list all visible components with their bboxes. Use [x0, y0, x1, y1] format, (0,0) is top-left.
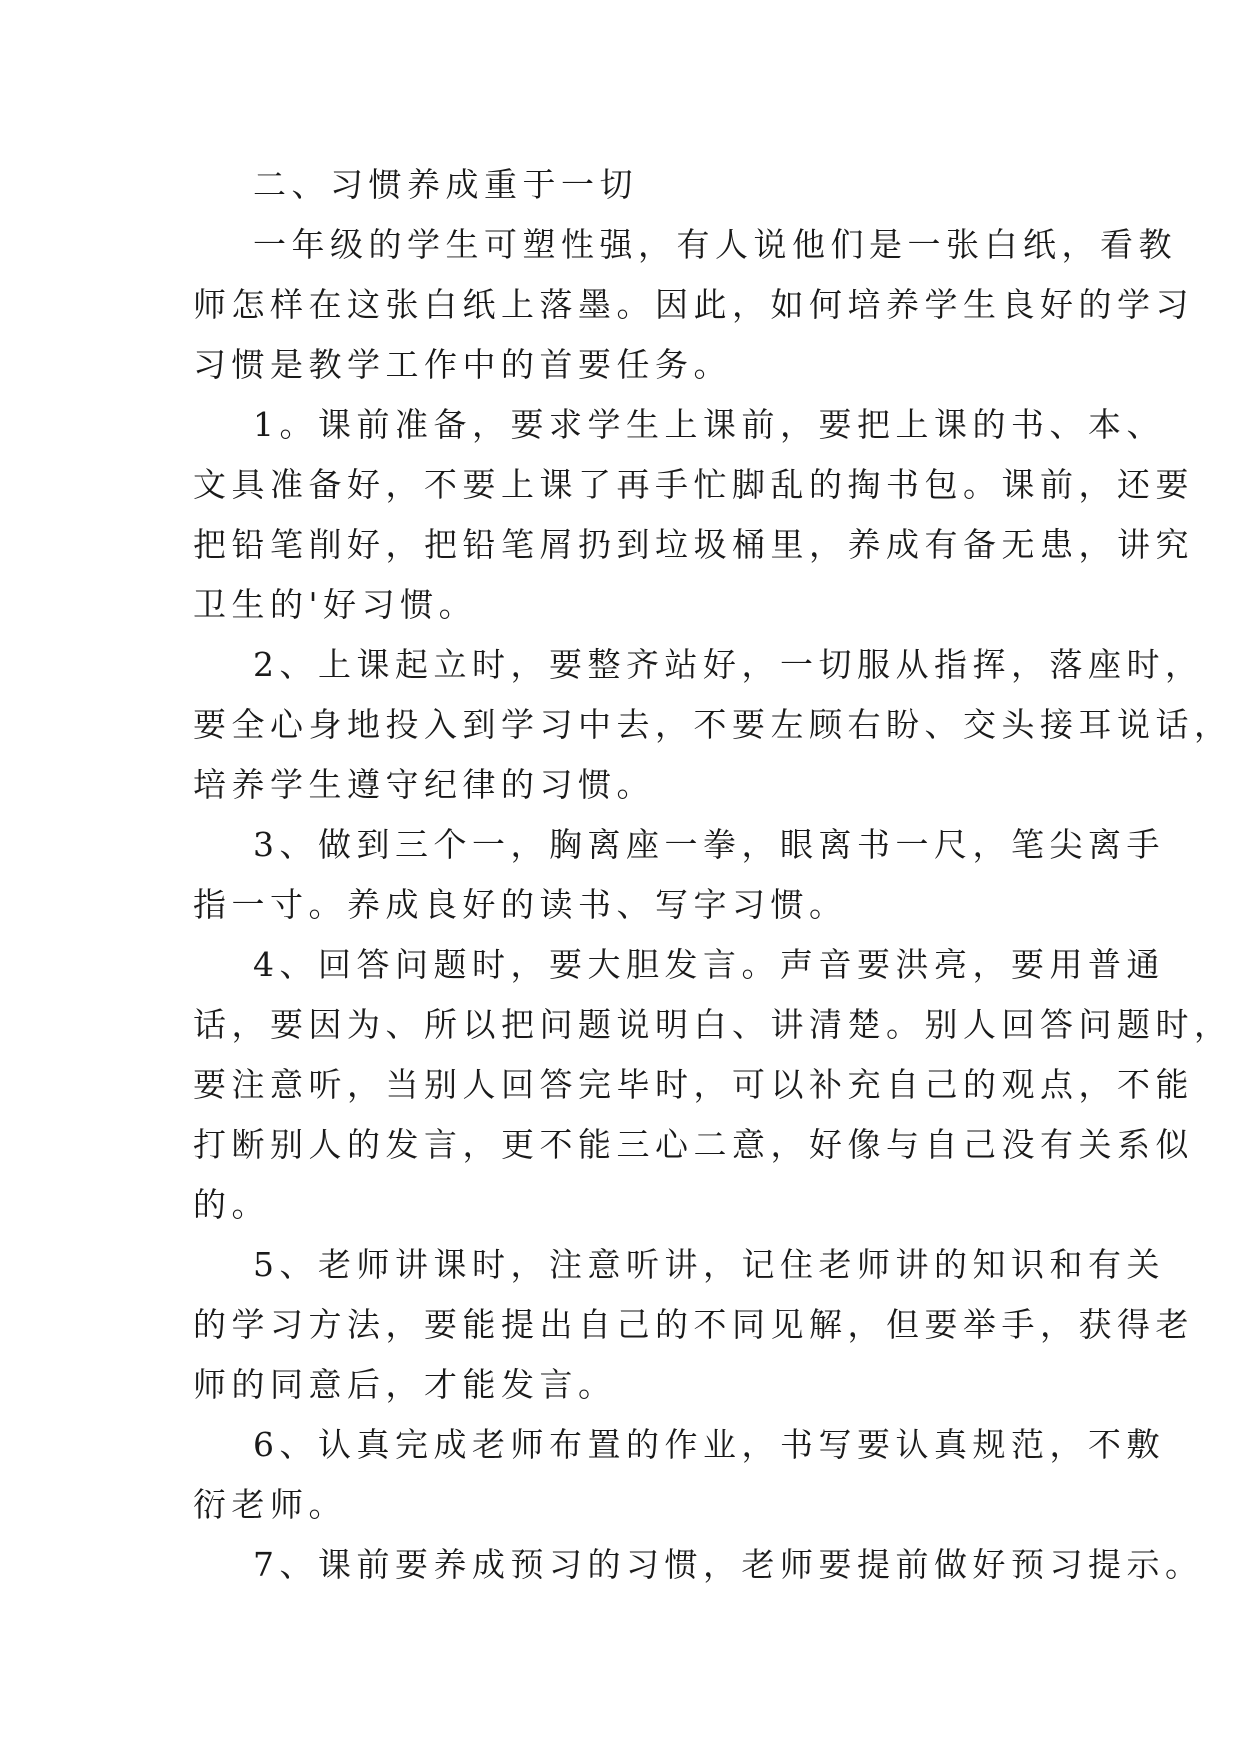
paragraph-line: 习惯是教学工作中的首要任务。	[193, 345, 732, 384]
list-item-line: 把铅笔削好，把铅笔屑扔到垃圾桶里，养成有备无患，讲究	[193, 525, 1194, 564]
list-item-line: 的。	[193, 1185, 270, 1224]
list-item-line: 7、课前要养成预习的习惯，老师要提前做好预习提示。	[253, 1545, 1204, 1584]
list-item-line: 指一寸。养成良好的读书、写字习惯。	[193, 885, 848, 924]
paragraph-line: 一年级的学生可塑性强，有人说他们是一张白纸，看教	[253, 225, 1177, 264]
list-item-line: 打断别人的发言，更不能三心二意，好像与自己没有关系似	[193, 1125, 1194, 1164]
list-item-line: 5、老师讲课时，注意听讲，记住老师讲的知识和有关	[253, 1245, 1165, 1284]
list-item-line: 的学习方法，要能提出自己的不同见解，但要举手，获得老	[193, 1305, 1194, 1344]
list-item-line: 2、上课起立时，要整齐站好，一切服从指挥，落座时，	[253, 645, 1204, 684]
list-item-line: 1。课前准备，要求学生上课前，要把上课的书、本、	[253, 405, 1165, 444]
list-item-line: 要注意听，当别人回答完毕时，可以补充自己的观点，不能	[193, 1065, 1194, 1104]
list-item-line: 培养学生遵守纪律的习惯。	[193, 765, 655, 804]
section-heading: 二、习惯养成重于一切	[253, 165, 638, 204]
list-item-line: 师的同意后，才能发言。	[193, 1365, 617, 1404]
list-item-line: 卫生的'好习惯。	[193, 585, 478, 624]
list-item-line: 话，要因为、所以把问题说明白、讲清楚。别人回答问题时，	[193, 1005, 1233, 1044]
list-item-line: 6、认真完成老师布置的作业，书写要认真规范，不敷	[253, 1425, 1165, 1464]
list-item-line: 4、回答问题时，要大胆发言。声音要洪亮，要用普通	[253, 945, 1165, 984]
paragraph-line: 师怎样在这张白纸上落墨。因此，如何培养学生良好的学习	[193, 285, 1194, 324]
list-item-line: 衍老师。	[193, 1485, 347, 1524]
list-item-line: 要全心身地投入到学习中去，不要左顾右盼、交头接耳说话，	[193, 705, 1233, 744]
list-item-line: 3、做到三个一，胸离座一拳，眼离书一尺，笔尖离手	[253, 825, 1165, 864]
list-item-line: 文具准备好，不要上课了再手忙脚乱的掏书包。课前，还要	[193, 465, 1194, 504]
